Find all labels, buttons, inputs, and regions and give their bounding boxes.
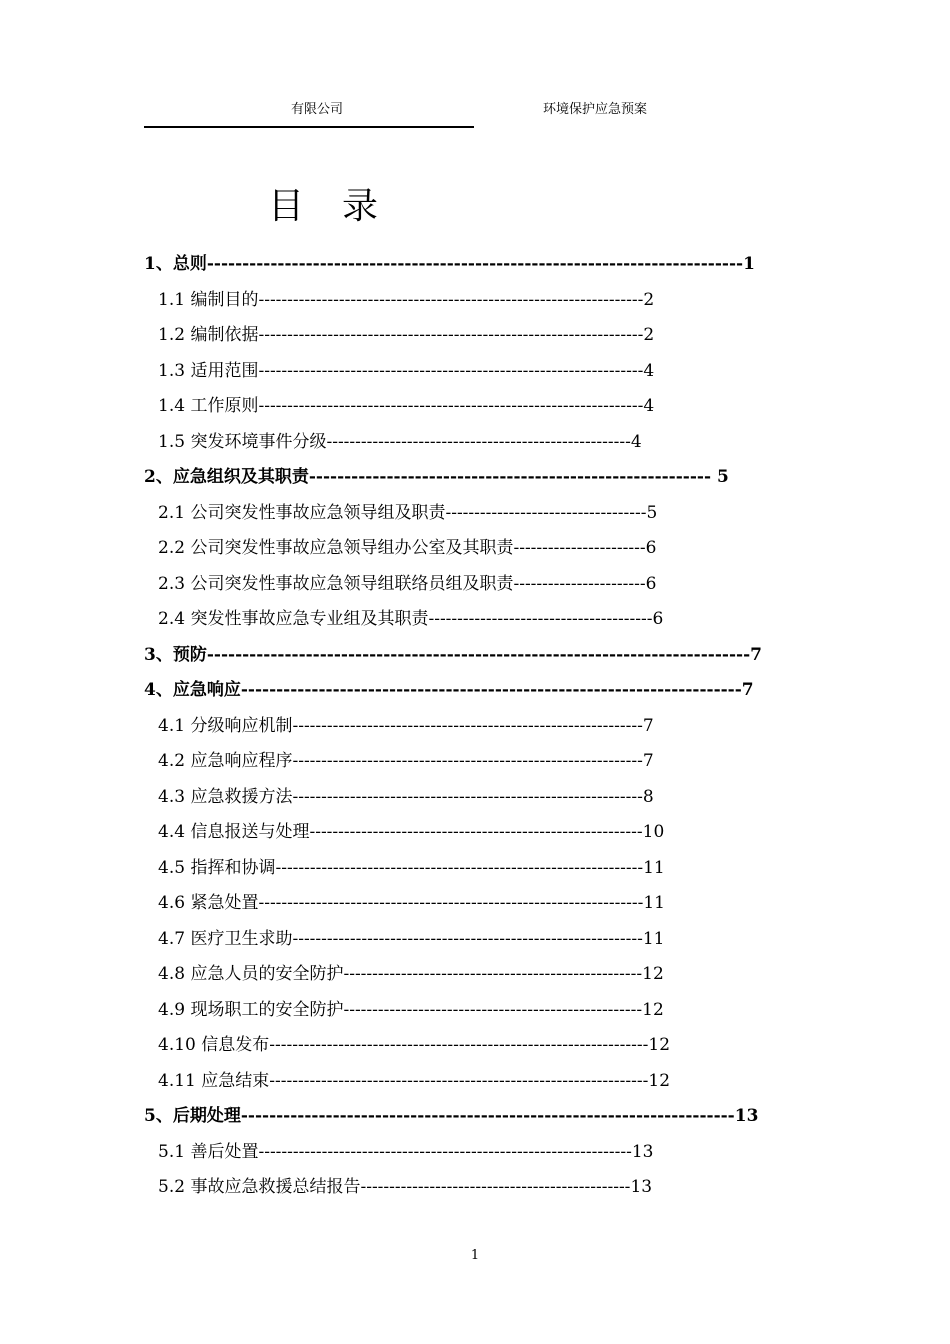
toc-entry-page: 12: [642, 999, 664, 1020]
toc-entry[interactable]: [144, 248, 755, 280]
toc-entry-leader: -------------------------------------------------------------: [292, 786, 643, 807]
toc-entry-label: 4.9 现场职工的安全防护: [158, 999, 344, 1020]
toc-entry-page: 7: [642, 751, 654, 771]
toc-entry[interactable]: [158, 390, 654, 422]
toc-entry[interactable]: [144, 639, 762, 671]
toc-entry-label: 1.5 突发环境事件分级: [158, 431, 327, 452]
toc-entry[interactable]: [158, 852, 665, 884]
toc-entry-label: 5、后期处理: [144, 1106, 241, 1126]
toc-entry-page: 13: [734, 1106, 759, 1126]
toc-entry-leader: ----------------------------------------------------------------------: [240, 1106, 735, 1126]
toc-entry[interactable]: [144, 674, 754, 706]
toc-entry-leader: ----------------------------------------------------------------: [275, 857, 644, 878]
toc-entry[interactable]: [158, 355, 654, 387]
toc-entry-page: 11: [643, 857, 665, 878]
toc-entry-leader: -------------------------------------------------------------: [292, 751, 643, 771]
toc-entry-label: 4.11 应急结束: [158, 1070, 270, 1091]
toc-entry-leader: -------------------------------------------------------------------: [258, 325, 644, 345]
toc-entry-page: 1: [743, 254, 755, 274]
toc-entry-leader: ---------------------------------------: [428, 609, 653, 629]
toc-entry-label: 4.2 应急响应程序: [158, 751, 293, 771]
toc-entry-leader: -------------------------------------------------------------: [292, 715, 643, 736]
toc-entry-leader: -----------------------------------------------: [360, 1177, 631, 1197]
toc-entry[interactable]: [158, 568, 656, 600]
toc-entry-label: 5.2 事故应急救援总结报告: [158, 1177, 361, 1197]
header-company: 有限公司: [291, 102, 344, 117]
toc-entry-leader: ----------------------------------------------------: [343, 999, 643, 1020]
toc-entry[interactable]: [158, 887, 665, 919]
toc-entry-page: 5: [716, 467, 729, 487]
toc-entry-leader: -------------------------------------------------------------: [292, 928, 643, 949]
toc-entry-leader: -----------------------------------------------------------------------: [240, 680, 742, 700]
page-number: 1: [470, 1248, 480, 1263]
toc-entry-page: 8: [642, 786, 654, 807]
toc-title: 目录: [268, 186, 417, 227]
toc-entry-page: 6: [652, 609, 664, 629]
toc-entry-leader: ----------------------------------------------------: [343, 964, 643, 984]
toc-entry[interactable]: [144, 461, 729, 493]
toc-entry-label: 4.5 指挥和协调: [158, 857, 276, 878]
toc-entry-label: 2.1 公司突发性事故应急领导组及职责: [158, 502, 446, 523]
toc-entry-leader: -------------------------------------------------------------------: [258, 360, 644, 381]
toc-entry[interactable]: [158, 426, 642, 458]
toc-entry[interactable]: [158, 284, 654, 316]
toc-entry-page: 2: [643, 289, 655, 310]
toc-entry-label: 4.10 信息发布: [158, 1035, 270, 1055]
toc-entry-page: 11: [642, 928, 665, 949]
toc-entry-page: 12: [648, 1070, 671, 1091]
toc-entry-page: 6: [645, 573, 657, 594]
toc-entry-page: 7: [741, 680, 754, 700]
toc-entry[interactable]: [158, 603, 663, 635]
toc-entry[interactable]: [158, 816, 664, 848]
toc-entry-page: 11: [643, 893, 665, 913]
toc-entry-label: 4.3 应急救援方法: [158, 786, 293, 807]
toc-entry-label: 4.6 紧急处置: [158, 893, 259, 913]
toc-entry-label: 4.7 医疗卫生求助: [158, 928, 293, 949]
toc-entry-label: 5.1 善后处置: [158, 1141, 259, 1162]
toc-entry-label: 2.2 公司突发性事故应急领导组办公室及其职责: [158, 538, 514, 558]
toc-entry-leader: -----------------------------------------------------: [326, 431, 631, 452]
toc-entry-leader: -----------------------------------------------------------------: [258, 1141, 632, 1162]
header-rule: [144, 126, 474, 128]
toc-entry[interactable]: [158, 710, 654, 742]
toc-entry-leader: -----------------------------------------------------------------------------: [206, 644, 751, 665]
toc-entry[interactable]: [144, 1100, 758, 1132]
toc-entry-leader: -------------------------------------------------------------------: [258, 289, 644, 310]
toc-entry[interactable]: [158, 994, 664, 1026]
toc-entry-label: 1.3 适用范围: [158, 360, 259, 381]
toc-entry-label: 1.1 编制目的: [158, 289, 259, 310]
toc-entry-label: 2.4 突发性事故应急专业组及其职责: [158, 609, 429, 629]
toc-entry-page: 13: [630, 1177, 653, 1197]
toc-entry[interactable]: [158, 497, 657, 529]
toc-entry-label: 1.2 编制依据: [158, 325, 259, 345]
toc-entry-page: 4: [643, 360, 655, 381]
toc-entry-leader: ----------------------------------------------------------: [309, 822, 643, 842]
toc-entry-page: 6: [645, 538, 657, 558]
toc-entry[interactable]: [158, 745, 654, 777]
toc-entry-label: 1、总则: [144, 254, 207, 274]
toc-entry-leader: -----------------------: [513, 538, 646, 558]
toc-entry[interactable]: [158, 781, 654, 813]
toc-entry[interactable]: [158, 532, 656, 564]
toc-entry-page: 4: [643, 396, 655, 416]
toc-entry-label: 4.1 分级响应机制: [158, 715, 293, 736]
toc-entry[interactable]: [158, 923, 665, 955]
toc-entry-leader: -----------------------------------: [445, 502, 647, 523]
toc-entry[interactable]: [158, 1065, 670, 1097]
toc-entry-page: 4: [630, 431, 642, 452]
toc-entry-page: 7: [750, 644, 762, 665]
toc-entry[interactable]: [158, 958, 664, 990]
toc-entry-label: 1.4 工作原则: [158, 396, 259, 416]
toc-entry-page: 2: [643, 325, 655, 345]
toc-entry-label: 2.3 公司突发性事故应急领导组联络员组及职责: [158, 573, 514, 594]
toc-entry-page: 10: [642, 822, 665, 842]
toc-entry-leader: ------------------------------------------------------------------: [269, 1070, 649, 1091]
toc-entry[interactable]: [158, 1171, 652, 1203]
toc-entry-page: 5: [646, 502, 658, 523]
toc-entry-leader: -----------------------: [513, 573, 646, 594]
toc-entry-leader: -------------------------------------------------------------------: [258, 893, 644, 913]
toc-entry-label: 3、预防: [144, 644, 207, 665]
toc-entry-label: 4.8 应急人员的安全防护: [158, 964, 344, 984]
toc-entry-leader: ----------------------------------------------------------------------------: [206, 254, 744, 274]
toc-entry-page: 12: [648, 1035, 671, 1055]
toc-entry-leader: -------------------------------------------------------------------: [258, 396, 644, 416]
toc-entry-leader: ------------------------------------------------------------------: [269, 1035, 649, 1055]
toc-entry-label: 4.4 信息报送与处理: [158, 822, 310, 842]
toc-entry-label: 4、应急响应: [144, 680, 241, 700]
toc-entry-page: 7: [642, 715, 654, 736]
toc-entry[interactable]: [158, 319, 654, 351]
toc-entry-page: 13: [631, 1141, 654, 1162]
toc-entry-label: 2、应急组织及其职责: [144, 467, 309, 487]
header-document-title: 环境保护应急预案: [543, 102, 648, 117]
toc-entry-leader: ---------------------------------------------------------: [308, 467, 717, 487]
toc-entry[interactable]: [158, 1136, 653, 1168]
toc-entry-page: 12: [642, 964, 664, 984]
toc-entry[interactable]: [158, 1029, 670, 1061]
